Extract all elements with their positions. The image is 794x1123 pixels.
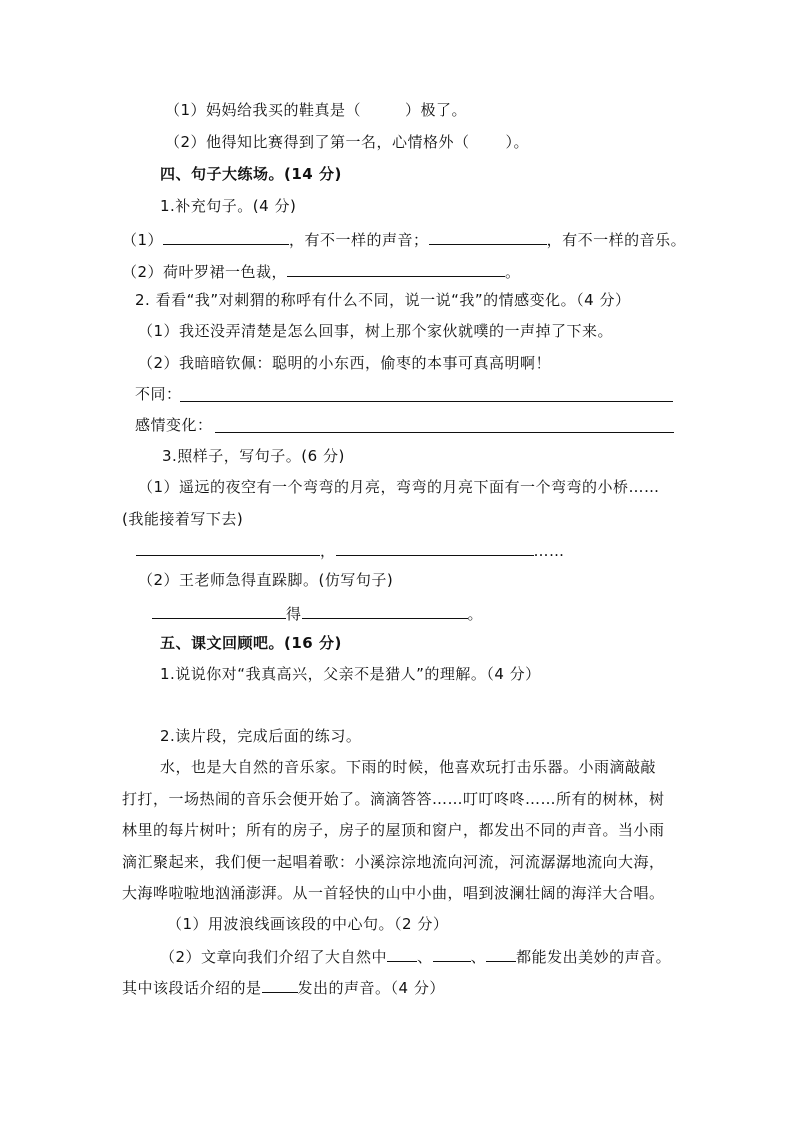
passage-line: 大海哗啦啦地汹涌澎湃。从一首轻快的山中小曲，唱到波澜壮阔的海洋大合唱。 bbox=[122, 884, 665, 902]
item-mid: ，有不一样的声音； bbox=[289, 231, 429, 249]
answer-blank[interactable] bbox=[486, 945, 516, 962]
q3-item2-prefix: （2）他得知比赛得到了第一名，心情格外（ bbox=[165, 133, 470, 151]
item-end: ，有不一样的音乐。 bbox=[546, 231, 687, 249]
section4-q3-item1-note: (我能接着写下去) bbox=[122, 510, 244, 528]
q3-item1 bbox=[165, 100, 467, 120]
section4-q3-item1: （1）遥远的夜空有一个弯弯的月亮，弯弯的月亮下面有一个弯弯的小桥…… bbox=[138, 478, 660, 496]
section4-q3-imitate bbox=[152, 602, 483, 624]
item-prefix: （2）荷叶罗裙一色裁， bbox=[122, 263, 288, 281]
answer-blank[interactable] bbox=[302, 602, 468, 619]
sub2-suffix: 都能发出美妙的声音。 bbox=[516, 948, 672, 966]
sep: 、 bbox=[470, 948, 487, 966]
q3-item1-suffix: ）极了。 bbox=[405, 101, 468, 119]
section4-q1-item1 bbox=[122, 228, 686, 250]
q3-item1-prefix: （1）妈妈给我买的鞋真是（ bbox=[165, 101, 362, 119]
answer-blank[interactable] bbox=[152, 602, 286, 619]
diff-label: 不同： bbox=[135, 385, 182, 403]
period: 。 bbox=[467, 605, 484, 623]
answer-blank[interactable] bbox=[163, 228, 289, 245]
item-end: 。 bbox=[505, 263, 521, 281]
answer-blank[interactable] bbox=[262, 976, 298, 993]
answer-blank[interactable] bbox=[136, 539, 320, 556]
section4-q1-item2 bbox=[122, 260, 521, 282]
section4-q3-title: 3.照样子，写句子。(6 分) bbox=[162, 447, 345, 465]
section5-sub2 bbox=[160, 945, 671, 967]
answer-blank[interactable] bbox=[433, 945, 471, 962]
section5-q1: 1.说说你对“我真高兴，父亲不是猎人”的理解。（4 分） bbox=[160, 665, 541, 683]
passage-line: 水，也是大自然的音乐家。下雨的时候，他喜欢玩打击乐器。小雨滴敲敲 bbox=[160, 758, 657, 776]
section5-sub2-line2 bbox=[122, 976, 445, 998]
section5-q2-title: 2.读片段，完成后面的练习。 bbox=[160, 727, 362, 745]
answer-line-diff[interactable] bbox=[180, 401, 673, 402]
sep: 、 bbox=[417, 948, 433, 966]
section4-q1-title: 1.补充句子。(4 分) bbox=[160, 197, 297, 215]
answer-blank[interactable] bbox=[336, 539, 534, 556]
emotion-label: 感情变化： bbox=[135, 416, 213, 434]
q3-item2-suffix: ）。 bbox=[505, 133, 530, 151]
answer-blank[interactable] bbox=[387, 945, 417, 962]
answer-blank[interactable] bbox=[287, 260, 505, 277]
de-char: 得 bbox=[286, 605, 302, 623]
comma: ， bbox=[320, 542, 336, 560]
section4-title: 四、句子大练场。(14 分) bbox=[160, 165, 342, 183]
section5-sub1: （1）用波浪线画该段的中心句。（2 分） bbox=[167, 915, 449, 933]
sub2-line2-prefix: 其中该段话介绍的是 bbox=[122, 979, 262, 997]
passage-line: 林里的每片树叶；所有的房子，房子的屋顶和窗户，都发出不同的声音。当小雨 bbox=[122, 821, 665, 839]
answer-line-emotion[interactable] bbox=[215, 432, 674, 433]
item-label: （1） bbox=[122, 231, 164, 249]
section4-q3-continue bbox=[136, 539, 565, 561]
sub2-prefix: （2）文章向我们介绍了大自然中 bbox=[160, 948, 388, 966]
sub2-line2-suffix: 发出的声音。（4 分） bbox=[297, 979, 445, 997]
q3-item2 bbox=[165, 132, 529, 152]
section4-q2-item2: （2）我暗暗钦佩：聪明的小东西，偷枣的本事可真高明啊！ bbox=[138, 354, 552, 372]
section4-q2-item1: （1）我还没弄清楚是怎么回事，树上那个家伙就噗的一声掉了下来。 bbox=[138, 322, 614, 340]
section4-q3-item2: （2）王老师急得直跺脚。(仿写句子) bbox=[138, 571, 394, 589]
ellipsis: …… bbox=[533, 542, 565, 560]
section5-title: 五、课文回顾吧。(16 分) bbox=[160, 634, 342, 652]
passage-line: 滴汇聚起来，我们便一起唱着歌：小溪淙淙地流向河流，河流潺潺地流向大海， bbox=[122, 853, 665, 871]
answer-blank[interactable] bbox=[429, 228, 547, 245]
section4-q2-title: 2. 看看“我”对刺猬的称呼有什么不同，说一说“我”的情感变化。（4 分） bbox=[135, 291, 631, 309]
passage-line: 打打，一场热闹的音乐会便开始了。滴滴答答……叮叮咚咚……所有的树林，树 bbox=[122, 790, 665, 808]
